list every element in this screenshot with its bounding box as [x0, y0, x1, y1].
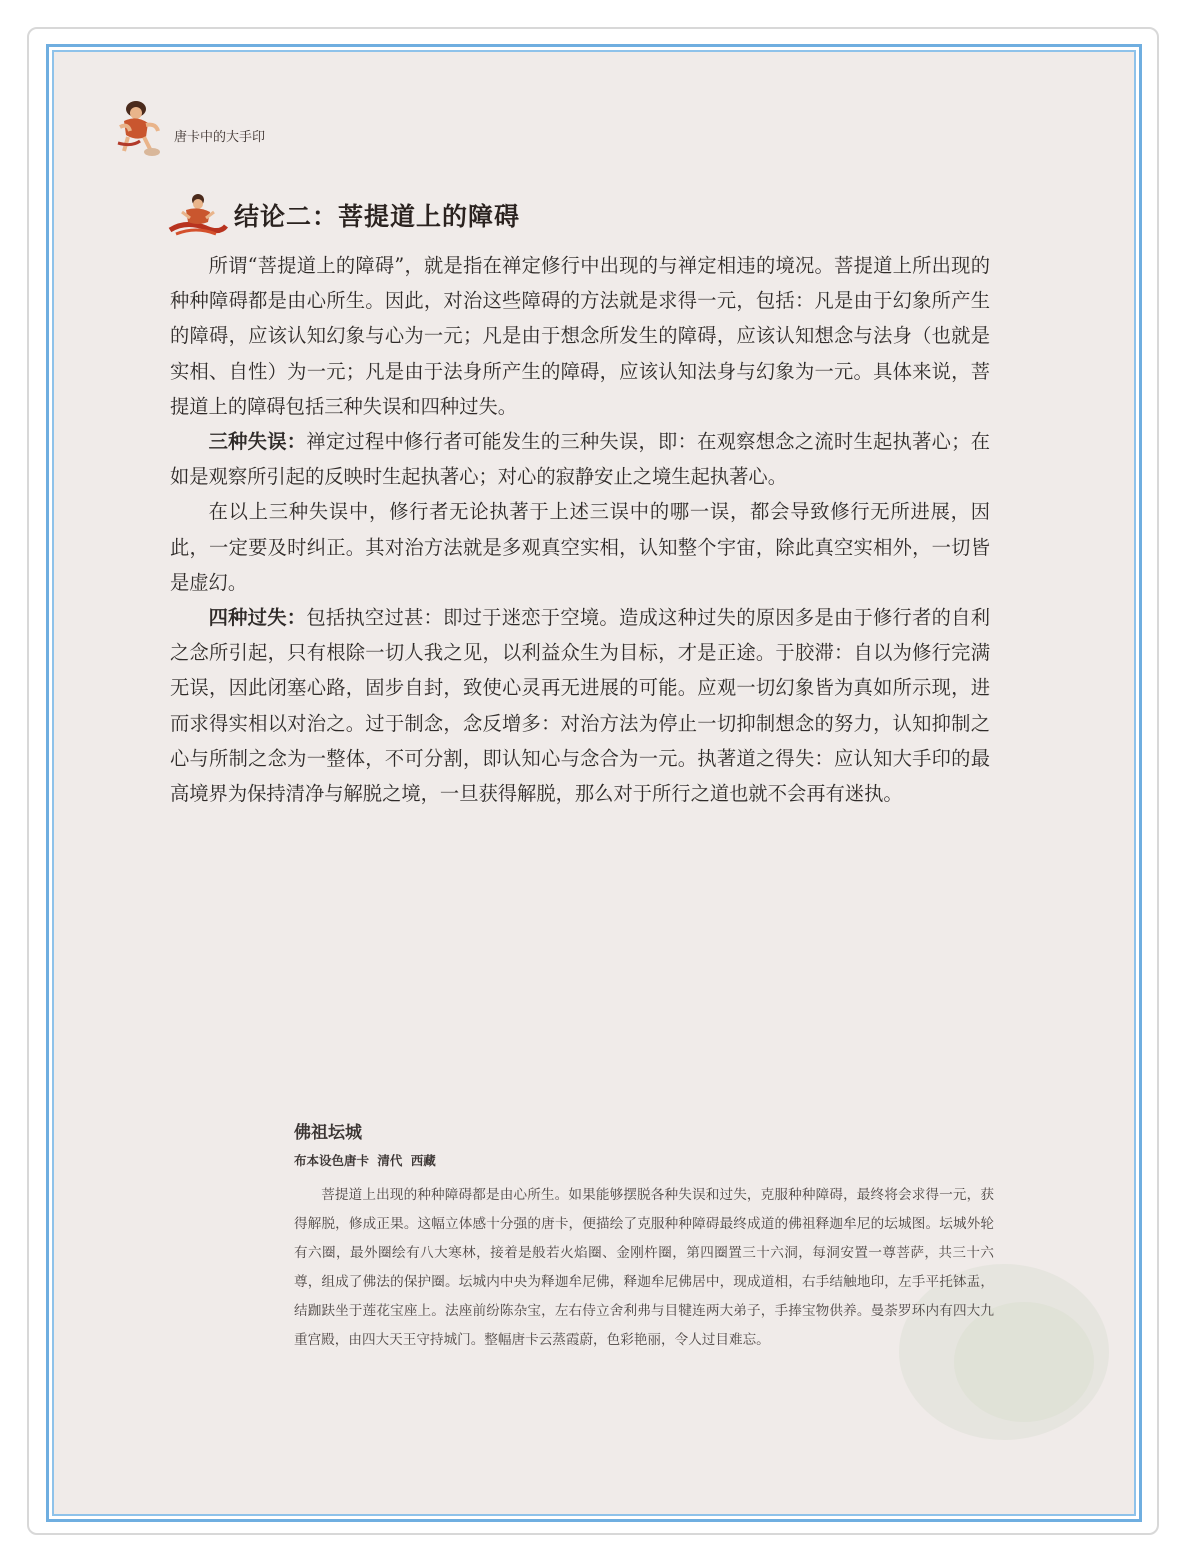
- paragraph-text: 禅定过程中修行者可能发生的三种失误，即：在观察想念之流时生起执著心；在如是观察所引起的反映时生起执著心；对心的寂静安止之境生起执著心。: [170, 430, 991, 489]
- running-title: 唐卡中的大手印: [174, 129, 266, 145]
- paragraph: 所谓“菩提道上的障碍”，就是指在禅定修行中出现的与禅定相违的境况。菩提道上所出现的种种障碍都是由心所生。因此，对治这些障碍的方法就是求得一元，包括：凡是由于幻象所产生的障碍，应该认知幻象与心为一元；凡是由于想念所发生的障碍，应该认知想念与法身（也就是实相、自性）为一元；凡是由于法身所产生的障碍，应该认知法身与幻象为一元。具体来说，菩提道上的障碍包括三种失误和四种过失。: [170, 254, 990, 418]
- book-page: [52, 50, 1136, 1516]
- image-caption: [294, 1118, 994, 1355]
- term-label: 三种失误：: [208, 430, 307, 454]
- paragraph: [170, 424, 990, 494]
- caption-title: 佛祖坛城: [294, 1123, 362, 1143]
- dakini-ornament-icon: [166, 190, 228, 240]
- body-text: [170, 248, 990, 811]
- paragraph: 在以上三种失误中，修行者无论执著于上述三误中的哪一误，都会导致修行无所进展，因此，一定要及时纠正。其对治方法就是多观真空实相，认知整个宇宙，除此真空实相外，一切皆是虚幻。: [170, 500, 990, 594]
- paragraph: [170, 600, 990, 811]
- section-title: 结论二：菩提道上的障碍: [234, 202, 521, 231]
- caption-meta: 布本设色唐卡 清代 西藏: [294, 1153, 436, 1168]
- caption-text: 菩提道上出现的种种障碍都是由心所生。如果能够摆脱各种失误和过失，克服种种障碍，最终将会求得一元，获得解脱，修成正果。这幅立体感十分强的唐卡，便描绘了克服种种障碍最终成道的佛祖释迦牟尼的坛城图。坛城外轮有六圈，最外圈绘有八大寒林，接着是般若火焰圈、金刚杵圈，第四圈置三十六洞，每洞安置一尊菩萨，共三十六尊，组成了佛法的保护圈。坛城内中央为释迦牟尼佛，释迦牟尼佛居中，现成道相，右手结触地印，左手平托钵盂，结跏趺坐于莲花宝座上。法座前纷陈杂宝，左右侍立舍利弗与目犍连两大弟子，手捧宝物供养。曼荼罗环内有四大九重宫殿，由四大天王守持城门。整幅唐卡云蒸霞蔚，色彩艳丽，令人过目难忘。: [294, 1187, 994, 1348]
- paragraph-text: 包括执空过甚：即过于迷恋于空境。造成这种过失的原因多是由于修行者的自利之念所引起，只有根除一切人我之见，以利益众生为目标，才是正途。于胶滞：自以为修行完满无误，因此闭塞心路，固步自封，致使心灵再无进展的可能。应观一切幻象皆为真如所示现，进而求得实相以对治之。过于制念，念反增多：对治方法为停止一切抑制想念的努力，认知抑制之心与所制之念为一整体，不可分割，即认知心与念合为一元。执著道之得失：应认知大手印的最高境界为保持清净与解脱之境，一旦获得解脱，那么对于所行之道也就不会再有迷执。: [170, 606, 991, 806]
- running-header: [116, 96, 265, 160]
- term-label: 四种过失：: [208, 606, 307, 630]
- section-heading: [166, 190, 520, 240]
- dancing-deity-icon: [116, 97, 164, 159]
